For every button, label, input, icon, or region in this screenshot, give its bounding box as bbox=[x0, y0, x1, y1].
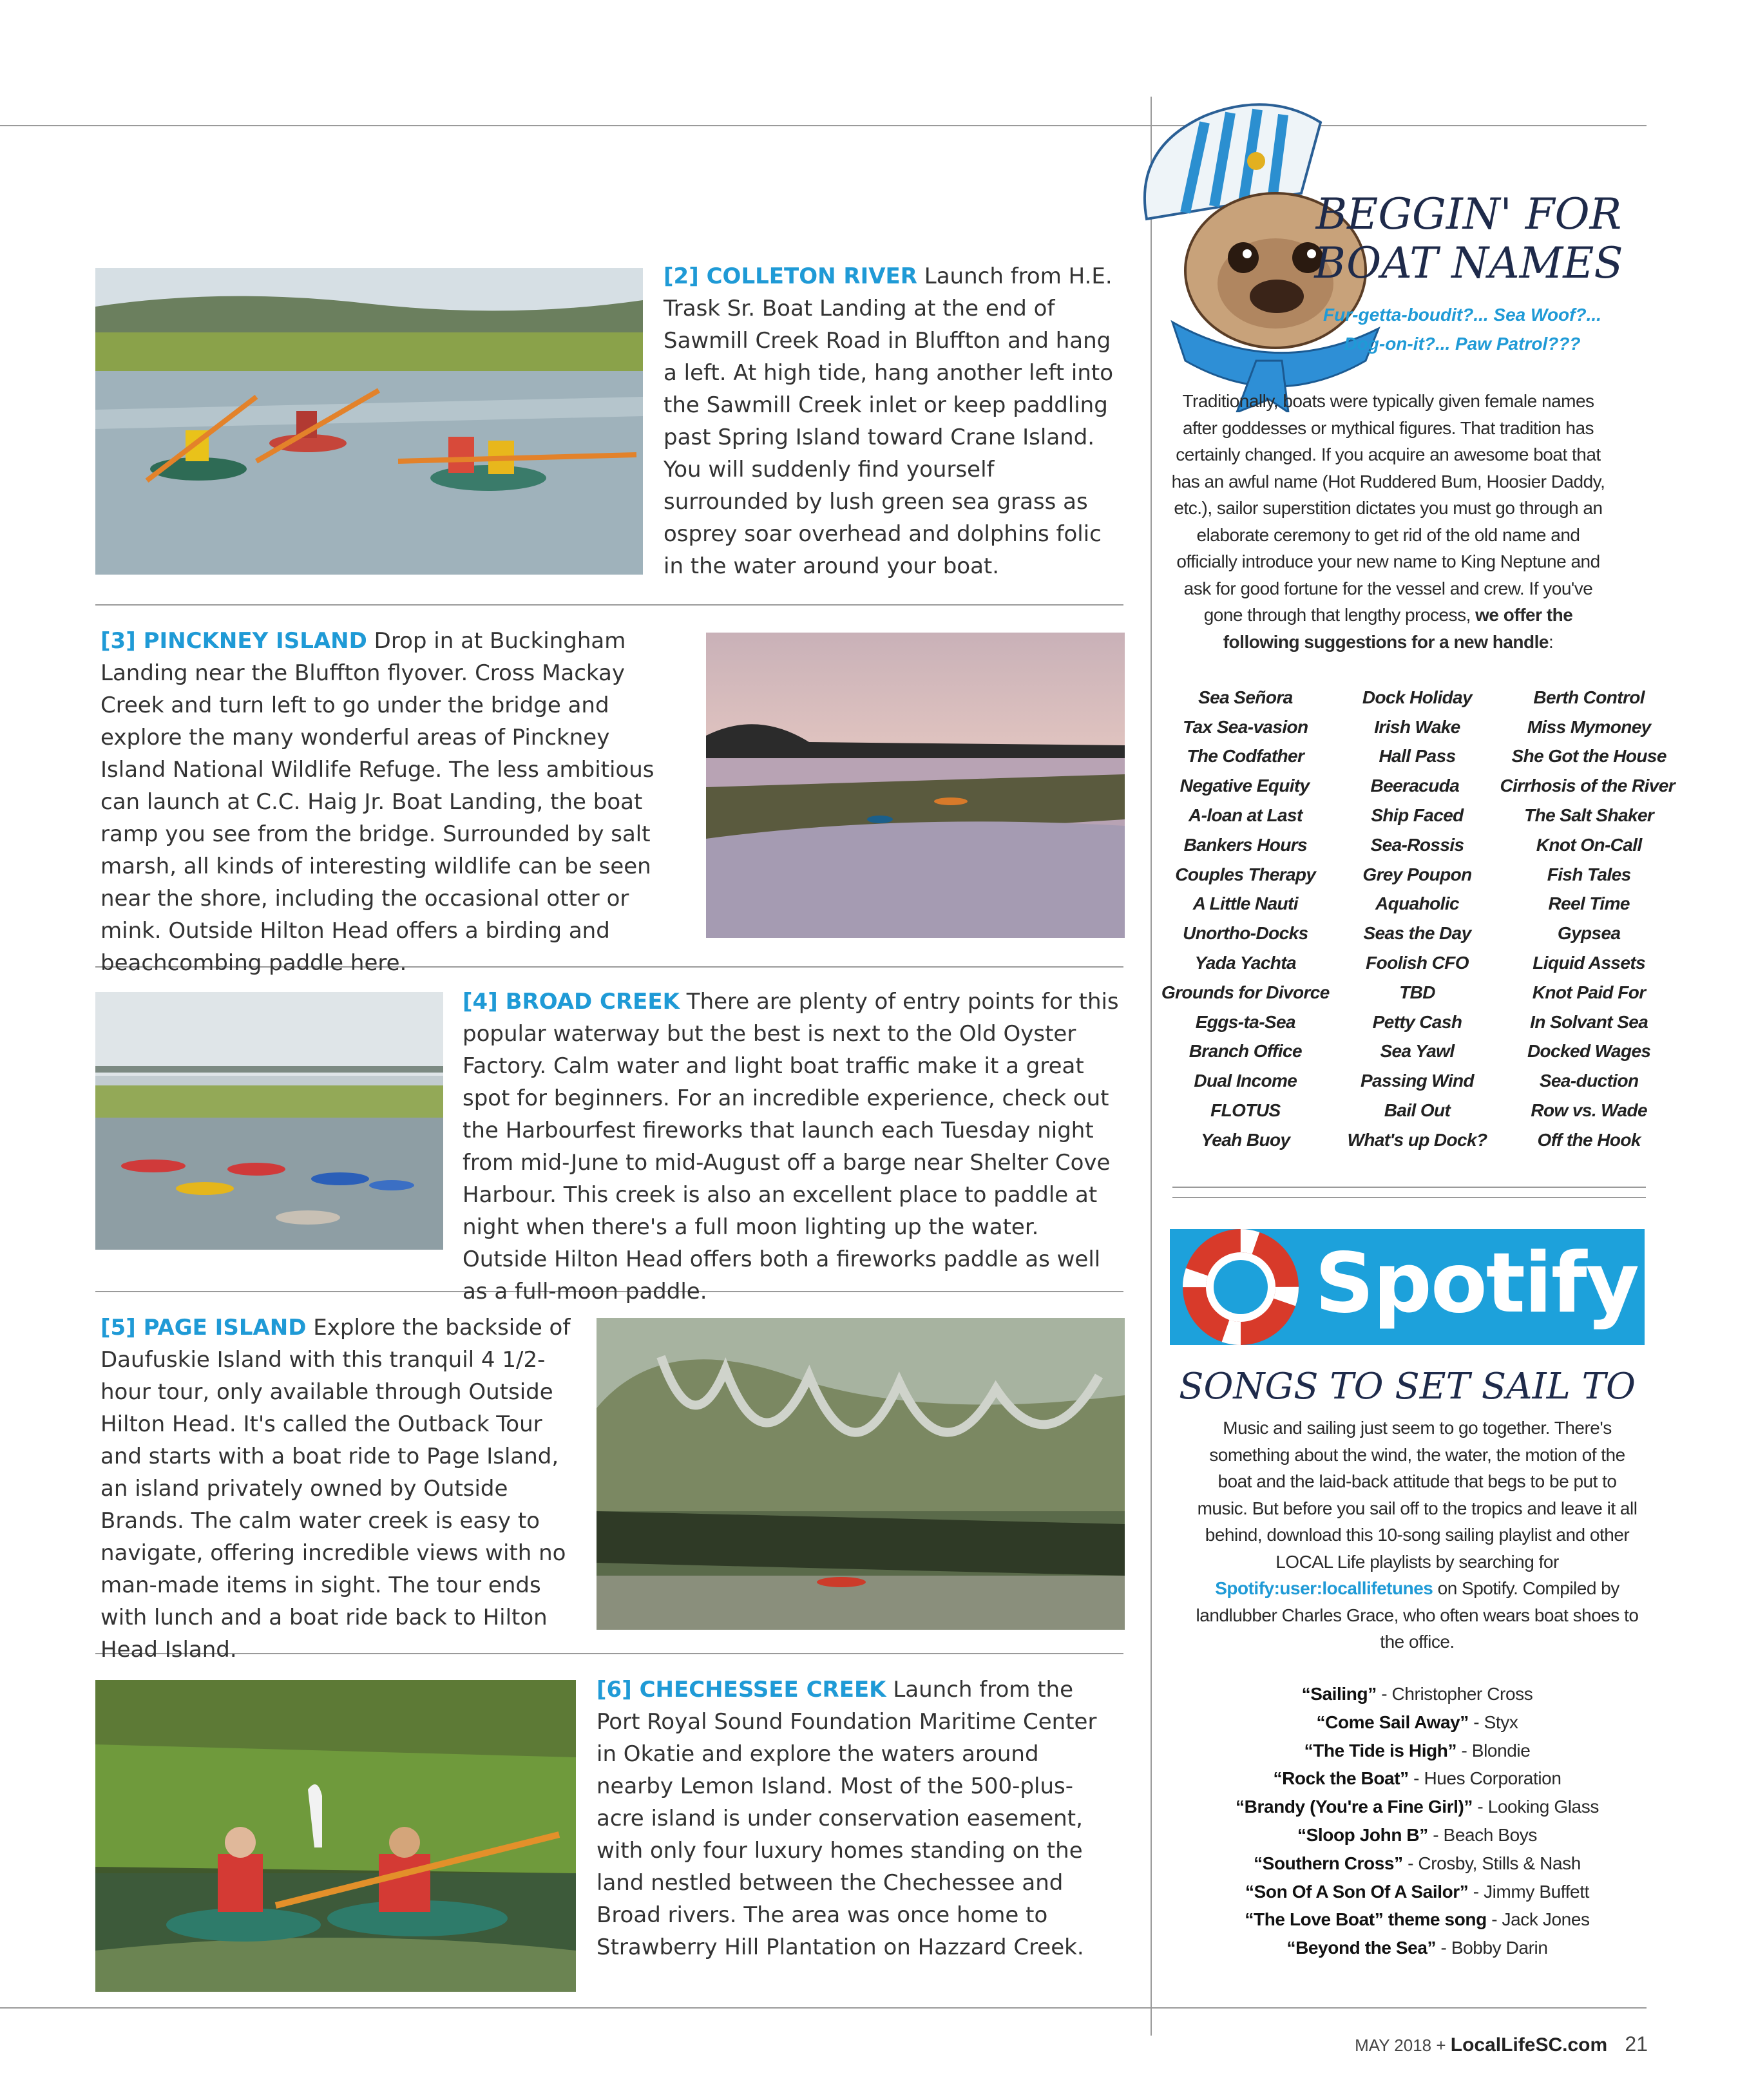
boat-name: Eggs-ta-Sea bbox=[1195, 1011, 1295, 1032]
boat-name: Beeracuda bbox=[1370, 776, 1460, 796]
boat-name: TBD bbox=[1399, 982, 1435, 1002]
song-artist: - Hues Corporation bbox=[1413, 1768, 1561, 1789]
song-artist: - Jimmy Buffett bbox=[1473, 1881, 1589, 1902]
boat-names-row bbox=[1160, 860, 1675, 890]
boat-names-table bbox=[1160, 683, 1675, 1155]
boat-name: Bail Out bbox=[1384, 1100, 1451, 1121]
boat-names-subtitle-line1: Fur-getta-boudit?... Sea Woof?... bbox=[1323, 305, 1601, 325]
boat-name: Miss Mymoney bbox=[1527, 716, 1651, 737]
boat-name: She Got the House bbox=[1511, 746, 1666, 767]
song-title: “Sailing” bbox=[1301, 1684, 1377, 1704]
boat-names-row bbox=[1160, 919, 1675, 948]
song-item bbox=[1166, 1905, 1668, 1934]
song-item bbox=[1166, 1764, 1668, 1793]
sidebar-rule bbox=[1172, 1197, 1646, 1198]
section-heading: [4] BROAD CREEK bbox=[463, 989, 680, 1015]
song-title: “Rock the Boat” bbox=[1273, 1768, 1409, 1789]
boat-names-row bbox=[1160, 978, 1675, 1007]
boat-names-subtitle bbox=[1288, 300, 1636, 358]
song-artist: - Christopher Cross bbox=[1381, 1684, 1533, 1704]
footer-site[interactable]: LocalLifeSC.com bbox=[1450, 2034, 1608, 2056]
bottom-rule bbox=[0, 2007, 1647, 2009]
songs-title: SONGS TO SET SAIL TO bbox=[1179, 1366, 1636, 1408]
boat-names-row bbox=[1160, 712, 1675, 742]
spotify-banner bbox=[1170, 1229, 1645, 1345]
boat-name: Aquaholic bbox=[1375, 893, 1459, 914]
songs-intro: Music and sailing just seem to go together. There's something about the wind, the water, the motion of the boat and the laid-back attitude that begs to be put to music. But before you sail off to the tropics and leave it all behind, download this 10-song sailing playlist and other LOCAL Life playlists by searching for Spotify:user:locallifetunes on Spotify. Compiled by landlubber Charles Grace, who often wears boat shoes to the office. bbox=[1196, 1418, 1639, 1652]
section-heading: [2] COLLETON RIVER bbox=[664, 263, 917, 289]
spotify-user-link[interactable]: Spotify:user:locallifetunes bbox=[1215, 1578, 1433, 1598]
song-artist: - Beach Boys bbox=[1433, 1824, 1537, 1845]
boat-name: Seas the Day bbox=[1363, 923, 1471, 944]
photo-pinckney-island bbox=[706, 633, 1125, 938]
song-item bbox=[1166, 1878, 1668, 1906]
song-item bbox=[1166, 1849, 1668, 1878]
boat-name: Yada Yachta bbox=[1194, 953, 1296, 973]
section-body: Launch from the Port Royal Sound Foundation Maritime Center in Okatie and explore the waters around nearby Lemon Island. Most of the 500-plus-acre island is under conservation easement, with only four luxury homes standing on the land nestled between the Chechessee and Broad rivers. The area was once home to Strawberry Hill Plantation on Hazzard Creek. bbox=[597, 1677, 1097, 1960]
boat-names-row bbox=[1160, 1037, 1675, 1067]
boat-names-row bbox=[1160, 948, 1675, 978]
spotify-logo-text: Spotify bbox=[1315, 1236, 1638, 1332]
top-rule bbox=[0, 125, 1647, 126]
section-broad-creek bbox=[463, 986, 1126, 1308]
song-artist: - Blondie bbox=[1461, 1740, 1531, 1761]
song-title: “Southern Cross” bbox=[1254, 1853, 1403, 1873]
boat-name: Grey Poupon bbox=[1362, 864, 1472, 884]
boat-names-row bbox=[1160, 801, 1675, 830]
boat-name: Hall Pass bbox=[1379, 746, 1456, 767]
song-title: “Beyond the Sea” bbox=[1286, 1938, 1437, 1958]
song-item bbox=[1166, 1708, 1668, 1737]
section-pinckney-island bbox=[100, 625, 680, 979]
song-title: “The Tide is High” bbox=[1304, 1740, 1457, 1761]
boat-name: Docked Wages bbox=[1527, 1041, 1651, 1062]
song-title: “Come Sail Away” bbox=[1316, 1712, 1469, 1732]
section-body: Explore the backside of Daufuskie Island with this tranquil 4 1/2-hour tour, only available through Outside Hilton Head. It's called the Outback Tour and starts with a boat ride to Page Island, an island privately owned by Outside Brands. The calm water creek is easy to navigate, offering incredible views with no man-made items in sight. The tour ends with lunch and a boat ride back to Hilton Head Island. bbox=[100, 1315, 571, 1663]
boat-name: FLOTUS bbox=[1210, 1100, 1281, 1121]
song-title: “The Love Boat” theme song bbox=[1245, 1909, 1487, 1930]
boat-name: Branch Office bbox=[1189, 1041, 1302, 1062]
boat-name: Tax Sea-vasion bbox=[1183, 716, 1308, 737]
boat-name: Berth Control bbox=[1533, 687, 1645, 707]
boat-name: Off the Hook bbox=[1537, 1129, 1641, 1150]
boat-name: A-loan at Last bbox=[1188, 805, 1303, 826]
section-heading: [6] CHECHESSEE CREEK bbox=[597, 1677, 886, 1703]
song-item bbox=[1166, 1821, 1668, 1849]
boat-name: Gypsea bbox=[1557, 923, 1621, 944]
boat-name: Dual Income bbox=[1194, 1071, 1297, 1091]
boat-name: Foolish CFO bbox=[1366, 953, 1469, 973]
section-rule bbox=[95, 604, 1123, 606]
boat-names-subtitle-line2: Dog-on-it?... Paw Patrol??? bbox=[1344, 334, 1581, 354]
boat-name: Fish Tales bbox=[1547, 864, 1631, 884]
boat-name: The Salt Shaker bbox=[1524, 805, 1654, 826]
boat-name: Sea Yawl bbox=[1380, 1041, 1455, 1062]
boat-name: Knot Paid For bbox=[1532, 982, 1646, 1002]
boat-names-title bbox=[1288, 190, 1649, 288]
boat-names-intro-bold: we offer the following suggestions for a new handle bbox=[1223, 605, 1573, 652]
boat-name: Grounds for Divorce bbox=[1161, 982, 1330, 1002]
boat-name: Cirrhosis of the River bbox=[1500, 776, 1675, 796]
boat-name: Knot On-Call bbox=[1536, 834, 1642, 855]
photo-colleton-river bbox=[95, 268, 643, 575]
song-item bbox=[1166, 1934, 1668, 1962]
song-artist: - Jack Jones bbox=[1491, 1909, 1590, 1930]
boat-name: Passing Wind bbox=[1360, 1071, 1475, 1091]
section-page-island bbox=[100, 1312, 577, 1666]
boat-name: Irish Wake bbox=[1374, 716, 1460, 737]
song-artist: - Styx bbox=[1473, 1712, 1518, 1732]
section-heading: [3] PINCKNEY ISLAND bbox=[100, 628, 367, 654]
song-item bbox=[1166, 1793, 1668, 1821]
boat-name: Dock Holiday bbox=[1362, 687, 1473, 707]
song-title: “Sloop John B” bbox=[1297, 1824, 1428, 1845]
section-heading: [5] PAGE ISLAND bbox=[100, 1315, 307, 1341]
song-artist: - Crosby, Stills & Nash bbox=[1408, 1853, 1581, 1873]
section-body: There are plenty of entry points for this popular waterway but the best is next to the Old Oyster Factory. Calm water and light boat traffic make it a great spot for beginners. For an incredible experience, check out the Harbourfest fireworks that launch each Tuesday night from mid-June to mid-August off a barge near Shelter Cove Harbour. This creek is also an excellent place to paddle at night when there's a full moon lighting up the water. Outside Hilton Head offers both a fireworks paddle as well as a full-moon paddle. bbox=[463, 989, 1119, 1304]
section-colleton-river bbox=[664, 260, 1114, 582]
boat-name: Row vs. Wade bbox=[1531, 1100, 1647, 1121]
boat-names-intro: Traditionally, boats were typically given female names after goddesses or mythical figures. That tradition has certainly changed. If you acquire an awesome boat that has an awful name (Hot Ruddered Bum, Hoosier Daddy, etc.), sailor superstition dictates you must go through an elaborate ceremony to get rid of the old name and officially introduce your new name to King Neptune and ask for good fortune for the vessel and crew. If you've gone through that lengthy process, we offer the following suggestions for a new handle: bbox=[1171, 391, 1605, 652]
boat-names-title-line2: BOAT NAMES bbox=[1314, 238, 1623, 288]
song-artist: - Bobby Darin bbox=[1440, 1938, 1548, 1958]
boat-name: Negative Equity bbox=[1179, 776, 1310, 796]
sidebar-rule bbox=[1172, 1187, 1646, 1188]
boat-names-row bbox=[1160, 1096, 1675, 1125]
song-item bbox=[1166, 1680, 1668, 1708]
page-number: 21 bbox=[1625, 2032, 1648, 2056]
boat-name: Liquid Assets bbox=[1533, 953, 1646, 973]
section-body: Launch from H.E. Trask Sr. Boat Landing at the end of Sawmill Creek Road in Bluffton and hang a left. At high tide, hang another left into the Sawmill Creek inlet or keep paddling past Spring Island toward Crane Island. You will suddenly find yourself surrounded by lush green sea grass as osprey soar overhead and dolphins folic in the water around your boat. bbox=[664, 263, 1114, 579]
song-title: “Brandy (You're a Fine Girl)” bbox=[1236, 1797, 1473, 1817]
boat-name: Sea Señora bbox=[1198, 687, 1293, 707]
photo-broad-creek bbox=[95, 992, 443, 1250]
footer-date: MAY 2018 + bbox=[1355, 2036, 1446, 2055]
boat-name: Yeah Buoy bbox=[1201, 1129, 1290, 1150]
song-artist: - Looking Glass bbox=[1477, 1797, 1599, 1817]
boat-name: A Little Nauti bbox=[1192, 893, 1298, 914]
boat-names-row bbox=[1160, 1125, 1675, 1155]
boat-name: In Solvant Sea bbox=[1530, 1011, 1648, 1032]
boat-name: Bankers Hours bbox=[1183, 834, 1308, 855]
photo-chechessee-creek bbox=[95, 1680, 576, 1992]
boat-name: Sea-duction bbox=[1539, 1071, 1639, 1091]
boat-name: Petty Cash bbox=[1372, 1011, 1462, 1032]
boat-name: Sea-Rossis bbox=[1370, 834, 1464, 855]
song-list bbox=[1166, 1680, 1668, 1962]
song-item bbox=[1166, 1737, 1668, 1765]
boat-name: Couples Therapy bbox=[1175, 864, 1316, 884]
boat-names-row bbox=[1160, 1007, 1675, 1037]
section-chechessee-creek bbox=[597, 1674, 1112, 1963]
song-title: “Son Of A Son Of A Sailor” bbox=[1245, 1881, 1469, 1902]
boat-names-title-line1: BEGGIN' FOR bbox=[1315, 189, 1622, 239]
boat-name: Unortho-Docks bbox=[1183, 923, 1308, 944]
boat-names-row bbox=[1160, 1066, 1675, 1096]
boat-names-row bbox=[1160, 771, 1675, 801]
boat-names-row bbox=[1160, 742, 1675, 772]
section-body: Drop in at Buckingham Landing near the Bluffton flyover. Cross Mackay Creek and turn left to go under the bridge and explore the many wonderful areas of Pinckney Island National Wildlife Refuge. The less ambitious can launch at C.C. Haig Jr. Boat Landing, the boat ramp you see from the bridge. Surrounded by salt marsh, all kinds of interesting wildlife can be seen near the shore, including the occasional otter or mink. Outside Hilton Head offers a birding and beachcombing paddle here. bbox=[100, 628, 654, 976]
boat-name: Reel Time bbox=[1548, 893, 1630, 914]
boat-names-row bbox=[1160, 890, 1675, 919]
boat-name: Ship Faced bbox=[1371, 805, 1464, 826]
page-footer bbox=[1355, 2032, 1648, 2056]
boat-names-row bbox=[1160, 830, 1675, 860]
boat-name: The Codfather bbox=[1187, 746, 1304, 767]
boat-names-row bbox=[1160, 683, 1675, 712]
boat-name: What's up Dock? bbox=[1347, 1129, 1487, 1150]
photo-page-island bbox=[597, 1318, 1125, 1630]
